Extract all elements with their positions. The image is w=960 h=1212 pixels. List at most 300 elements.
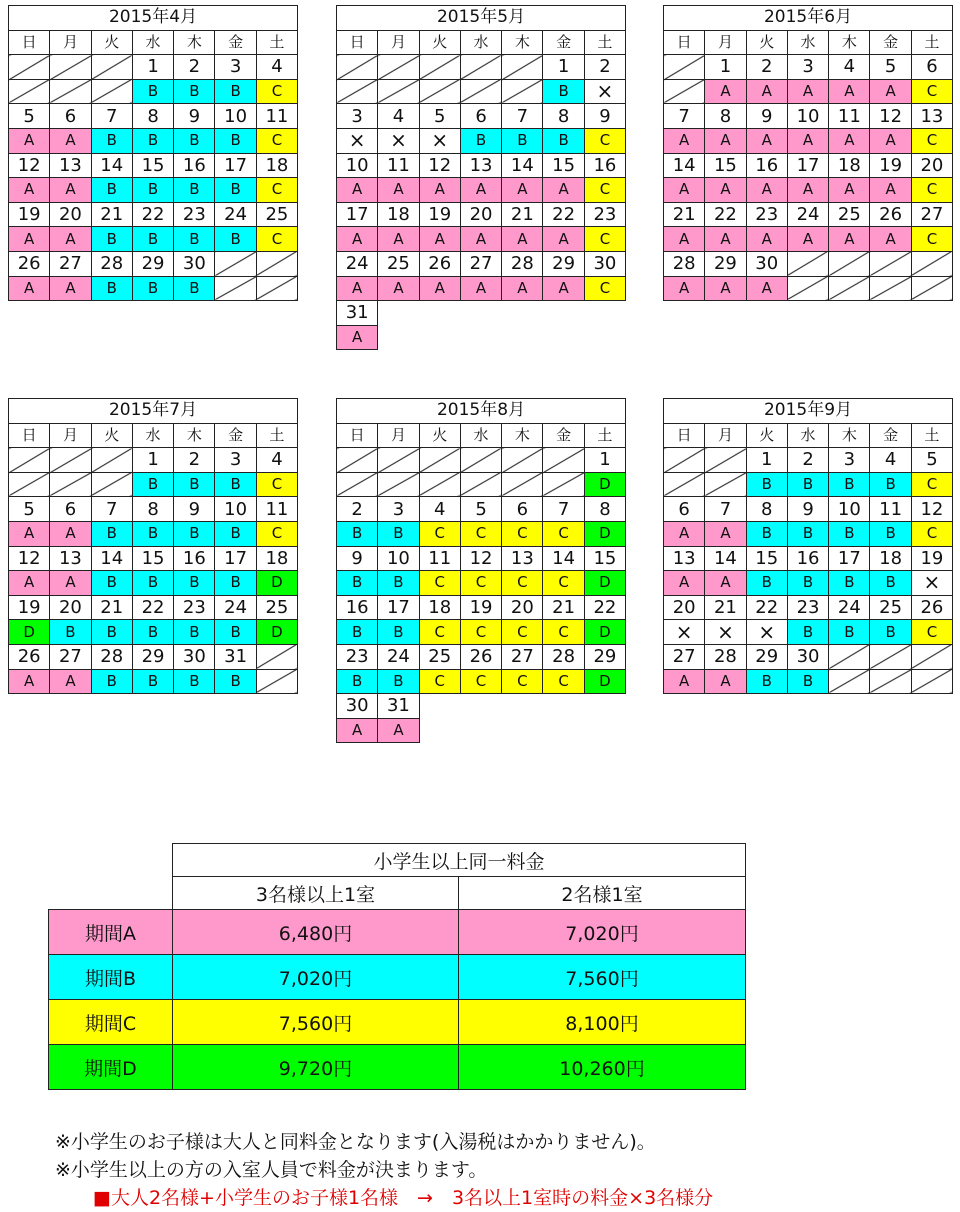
day-number: 4 [256, 448, 297, 473]
day-number: 15 [584, 546, 625, 571]
period-marker: C [911, 472, 952, 497]
price-value: 7,560円 [459, 955, 746, 1000]
day-number: 30 [746, 251, 787, 276]
period-marker: B [132, 79, 173, 104]
blank-cell [460, 694, 501, 719]
period-marker: A [543, 276, 584, 301]
day-number: 29 [705, 251, 746, 276]
day-number: 10 [337, 153, 378, 178]
day-number: 6 [50, 104, 91, 129]
period-marker: B [132, 571, 173, 596]
day-number: 22 [746, 595, 787, 620]
empty-day-cell [378, 472, 419, 497]
weekday-label: 木 [829, 423, 870, 448]
day-number: 22 [132, 202, 173, 227]
day-number: 9 [174, 104, 215, 129]
empty-day-cell [543, 472, 584, 497]
period-marker: A [419, 178, 460, 203]
empty-day-cell [911, 669, 952, 694]
empty-day-cell [664, 472, 705, 497]
period-marker: A [664, 227, 705, 252]
day-number: 15 [132, 546, 173, 571]
day-number: 4 [419, 497, 460, 522]
day-number: 7 [705, 497, 746, 522]
period-marker: C [256, 227, 297, 252]
period-marker: A [50, 227, 91, 252]
empty-day-cell [829, 251, 870, 276]
day-number: 17 [378, 595, 419, 620]
empty-day-cell [256, 276, 297, 301]
period-marker: A [870, 227, 911, 252]
weekday-label: 木 [829, 30, 870, 55]
day-number: 8 [132, 497, 173, 522]
period-marker: B [174, 472, 215, 497]
note-line-1: ※小学生のお子様は大人と同料金となります(入湯税はかかりません)。 [55, 1131, 656, 1153]
price-value: 9,720円 [173, 1045, 459, 1090]
period-marker: A [337, 718, 378, 743]
price-table-header: 小学生以上同一料金 [173, 844, 746, 877]
blank-cell [378, 325, 419, 350]
weekday-label: 金 [543, 30, 584, 55]
day-number: 28 [91, 251, 132, 276]
empty-day-cell [337, 448, 378, 473]
day-number: 12 [870, 104, 911, 129]
period-marker: B [91, 276, 132, 301]
day-number: 12 [9, 546, 50, 571]
period-marker: C [502, 521, 543, 546]
period-marker: B [50, 620, 91, 645]
period-marker: A [378, 227, 419, 252]
period-marker: A [787, 79, 828, 104]
day-number: 23 [337, 644, 378, 669]
day-number: 21 [91, 202, 132, 227]
closed-mark: × [705, 620, 746, 645]
day-number: 29 [584, 644, 625, 669]
day-number: 22 [584, 595, 625, 620]
day-number: 20 [50, 202, 91, 227]
day-number: 8 [705, 104, 746, 129]
empty-day-cell [50, 55, 91, 80]
period-marker: B [337, 669, 378, 694]
period-marker: B [829, 521, 870, 546]
period-marker: B [91, 227, 132, 252]
day-number: 8 [543, 104, 584, 129]
period-marker: C [911, 227, 952, 252]
day-number: 15 [132, 153, 173, 178]
day-number: 31 [215, 644, 256, 669]
day-number: 10 [215, 497, 256, 522]
empty-day-cell [9, 448, 50, 473]
period-marker: A [870, 128, 911, 153]
month-title: 2015年7月 [9, 399, 298, 424]
day-number: 19 [9, 595, 50, 620]
empty-day-cell [419, 79, 460, 104]
weekday-label: 月 [705, 30, 746, 55]
weekday-label: 土 [584, 30, 625, 55]
period-marker: B [215, 79, 256, 104]
weekday-label: 土 [256, 423, 297, 448]
day-number: 9 [787, 497, 828, 522]
day-number: 22 [705, 202, 746, 227]
period-marker: A [50, 178, 91, 203]
day-number: 24 [787, 202, 828, 227]
period-label: 期間D [49, 1045, 173, 1090]
period-marker: A [337, 178, 378, 203]
empty-day-cell [911, 276, 952, 301]
period-marker: B [787, 521, 828, 546]
day-number: 4 [829, 55, 870, 80]
period-marker: A [50, 128, 91, 153]
weekday-label: 火 [746, 30, 787, 55]
day-number: 3 [829, 448, 870, 473]
period-marker: A [705, 227, 746, 252]
day-number: 5 [460, 497, 501, 522]
day-number: 8 [746, 497, 787, 522]
day-number: 16 [584, 153, 625, 178]
day-number: 6 [502, 497, 543, 522]
period-marker: A [9, 669, 50, 694]
note-example: ■大人2名様+小学生のお子様1名様 → 3名以上1室時の料金×3名様分 [93, 1187, 714, 1209]
period-marker: A [378, 178, 419, 203]
day-number: 29 [746, 644, 787, 669]
day-number: 3 [215, 448, 256, 473]
day-number: 17 [829, 546, 870, 571]
day-number: 15 [543, 153, 584, 178]
period-marker: B [337, 620, 378, 645]
day-number: 10 [787, 104, 828, 129]
period-marker: C [911, 521, 952, 546]
empty-day-cell [9, 79, 50, 104]
weekday-label: 火 [419, 30, 460, 55]
period-marker: B [378, 620, 419, 645]
price-value: 10,260円 [459, 1045, 746, 1090]
weekday-label: 火 [746, 423, 787, 448]
period-marker: C [584, 128, 625, 153]
day-number: 22 [132, 595, 173, 620]
empty-day-cell [50, 472, 91, 497]
period-marker: D [584, 472, 625, 497]
period-marker: B [502, 128, 543, 153]
month-calendar [663, 398, 953, 694]
day-number: 27 [50, 251, 91, 276]
period-marker: A [337, 276, 378, 301]
empty-day-cell [337, 472, 378, 497]
period-marker: B [215, 571, 256, 596]
period-marker: B [746, 571, 787, 596]
blank-cell [543, 301, 584, 326]
day-number: 6 [911, 55, 952, 80]
period-marker: B [174, 128, 215, 153]
period-marker: B [337, 521, 378, 546]
period-marker: C [584, 178, 625, 203]
period-marker: A [746, 128, 787, 153]
weekday-label: 木 [502, 30, 543, 55]
period-marker: C [460, 571, 501, 596]
day-number: 6 [460, 104, 501, 129]
day-number: 10 [378, 546, 419, 571]
weekday-label: 水 [132, 30, 173, 55]
day-number: 17 [215, 153, 256, 178]
day-number: 10 [215, 104, 256, 129]
period-marker: A [664, 521, 705, 546]
day-number: 23 [174, 595, 215, 620]
period-marker: B [215, 669, 256, 694]
blank-cell [584, 694, 625, 719]
closed-mark: × [337, 128, 378, 153]
weekday-label: 土 [911, 30, 952, 55]
day-number: 1 [132, 448, 173, 473]
day-number: 17 [337, 202, 378, 227]
period-marker: C [911, 79, 952, 104]
day-number: 9 [746, 104, 787, 129]
period-marker: A [787, 227, 828, 252]
period-marker: B [870, 620, 911, 645]
period-marker: B [132, 128, 173, 153]
period-marker: A [705, 276, 746, 301]
blank-cell [419, 301, 460, 326]
day-number: 3 [215, 55, 256, 80]
day-number: 21 [91, 595, 132, 620]
weekday-label: 月 [378, 423, 419, 448]
empty-day-cell [378, 79, 419, 104]
day-number: 1 [132, 55, 173, 80]
period-marker: A [9, 227, 50, 252]
period-marker: B [174, 521, 215, 546]
month-calendar [8, 5, 298, 301]
day-number: 9 [584, 104, 625, 129]
closed-mark: × [419, 128, 460, 153]
month-calendar [8, 398, 298, 694]
empty-day-cell [870, 276, 911, 301]
empty-day-cell [460, 79, 501, 104]
period-marker: B [91, 620, 132, 645]
day-number: 24 [215, 202, 256, 227]
weekday-label: 火 [91, 30, 132, 55]
period-marker: B [460, 128, 501, 153]
period-marker: C [502, 669, 543, 694]
period-marker: A [787, 128, 828, 153]
period-marker: A [502, 276, 543, 301]
day-number: 5 [9, 497, 50, 522]
empty-day-cell [419, 472, 460, 497]
empty-day-cell [664, 79, 705, 104]
period-marker: A [378, 276, 419, 301]
day-number: 24 [378, 644, 419, 669]
weekday-label: 月 [50, 423, 91, 448]
day-number: 27 [664, 644, 705, 669]
day-number: 18 [256, 153, 297, 178]
empty-day-cell [664, 448, 705, 473]
day-number: 19 [870, 153, 911, 178]
weekday-label: 水 [460, 30, 501, 55]
month-title: 2015年8月 [337, 399, 626, 424]
day-number: 12 [9, 153, 50, 178]
day-number: 24 [337, 251, 378, 276]
day-number: 11 [829, 104, 870, 129]
price-value: 8,100円 [459, 1000, 746, 1045]
empty-day-cell [91, 472, 132, 497]
blank-cell [460, 325, 501, 350]
period-marker: A [502, 227, 543, 252]
day-number: 8 [584, 497, 625, 522]
day-number: 24 [829, 595, 870, 620]
period-marker: A [664, 178, 705, 203]
period-marker: D [256, 620, 297, 645]
empty-day-cell [870, 251, 911, 276]
day-number: 24 [215, 595, 256, 620]
closed-mark: × [584, 79, 625, 104]
weekday-label: 水 [132, 423, 173, 448]
period-marker: A [50, 669, 91, 694]
period-marker: C [460, 620, 501, 645]
period-marker: A [870, 178, 911, 203]
weekday-label: 火 [91, 423, 132, 448]
period-marker: B [174, 178, 215, 203]
period-marker: C [419, 669, 460, 694]
empty-day-cell [502, 55, 543, 80]
period-marker: B [132, 521, 173, 546]
notes [55, 1128, 713, 1212]
day-number: 26 [911, 595, 952, 620]
day-number: 23 [584, 202, 625, 227]
period-marker: A [9, 571, 50, 596]
weekday-label: 木 [174, 423, 215, 448]
day-number: 28 [664, 251, 705, 276]
day-number: 17 [215, 546, 256, 571]
day-number: 26 [9, 644, 50, 669]
day-number: 1 [584, 448, 625, 473]
day-number: 14 [543, 546, 584, 571]
day-number: 29 [543, 251, 584, 276]
day-number: 2 [337, 497, 378, 522]
blank-cell [419, 718, 460, 743]
period-marker: C [543, 521, 584, 546]
month-calendar [336, 5, 626, 350]
day-number: 12 [911, 497, 952, 522]
empty-day-cell [419, 55, 460, 80]
empty-day-cell [705, 472, 746, 497]
day-number: 27 [460, 251, 501, 276]
empty-day-cell [870, 669, 911, 694]
weekday-label: 月 [50, 30, 91, 55]
day-number: 6 [50, 497, 91, 522]
day-number: 14 [705, 546, 746, 571]
period-marker: A [829, 227, 870, 252]
day-number: 16 [337, 595, 378, 620]
price-table-corner [49, 844, 173, 877]
period-marker: A [870, 79, 911, 104]
day-number: 13 [50, 546, 91, 571]
day-number: 21 [664, 202, 705, 227]
period-marker: B [787, 669, 828, 694]
day-number: 29 [132, 644, 173, 669]
blank-cell [502, 325, 543, 350]
day-number: 11 [256, 497, 297, 522]
period-marker: A [746, 79, 787, 104]
day-number: 23 [174, 202, 215, 227]
day-number: 1 [543, 55, 584, 80]
day-number: 10 [829, 497, 870, 522]
period-marker: C [911, 620, 952, 645]
period-marker: A [50, 571, 91, 596]
period-marker: A [705, 521, 746, 546]
month-title: 2015年4月 [9, 6, 298, 31]
note-line-2: ※小学生以上の方の入室人員で料金が決まります。 [55, 1159, 488, 1181]
empty-day-cell [502, 448, 543, 473]
weekday-label: 水 [787, 30, 828, 55]
day-number: 8 [132, 104, 173, 129]
weekday-label: 金 [870, 423, 911, 448]
empty-day-cell [91, 79, 132, 104]
period-marker: B [746, 521, 787, 546]
empty-day-cell [337, 55, 378, 80]
day-number: 9 [337, 546, 378, 571]
day-number: 18 [378, 202, 419, 227]
day-number: 4 [870, 448, 911, 473]
empty-day-cell [787, 251, 828, 276]
weekday-label: 日 [664, 30, 705, 55]
empty-day-cell [91, 448, 132, 473]
closed-mark: × [746, 620, 787, 645]
day-number: 1 [746, 448, 787, 473]
price-row-c [49, 1000, 746, 1045]
day-number: 11 [419, 546, 460, 571]
month-title: 2015年5月 [337, 6, 626, 31]
day-number: 6 [664, 497, 705, 522]
blank-cell [378, 301, 419, 326]
day-number: 5 [870, 55, 911, 80]
day-number: 26 [460, 644, 501, 669]
period-marker: A [705, 128, 746, 153]
day-number: 29 [132, 251, 173, 276]
day-number: 25 [256, 595, 297, 620]
period-marker: C [460, 521, 501, 546]
day-number: 25 [829, 202, 870, 227]
empty-day-cell [911, 644, 952, 669]
day-number: 11 [256, 104, 297, 129]
period-marker: A [50, 521, 91, 546]
day-number: 23 [746, 202, 787, 227]
period-marker: B [870, 521, 911, 546]
day-number: 25 [870, 595, 911, 620]
period-marker: D [9, 620, 50, 645]
weekday-label: 日 [9, 423, 50, 448]
empty-day-cell [787, 276, 828, 301]
day-number: 25 [256, 202, 297, 227]
day-number: 11 [870, 497, 911, 522]
day-number: 18 [829, 153, 870, 178]
period-marker: B [174, 571, 215, 596]
period-marker: B [829, 472, 870, 497]
blank-cell [460, 301, 501, 326]
day-number: 30 [584, 251, 625, 276]
period-marker: C [256, 79, 297, 104]
weekday-label: 日 [9, 30, 50, 55]
empty-day-cell [50, 79, 91, 104]
day-number: 31 [378, 694, 419, 719]
day-number: 2 [174, 55, 215, 80]
period-marker: C [460, 669, 501, 694]
period-marker: C [256, 472, 297, 497]
day-number: 26 [9, 251, 50, 276]
empty-day-cell [460, 448, 501, 473]
period-marker: D [584, 571, 625, 596]
period-marker: B [132, 178, 173, 203]
blank-cell [543, 718, 584, 743]
weekday-label: 月 [378, 30, 419, 55]
period-marker: B [132, 669, 173, 694]
day-number: 13 [502, 546, 543, 571]
